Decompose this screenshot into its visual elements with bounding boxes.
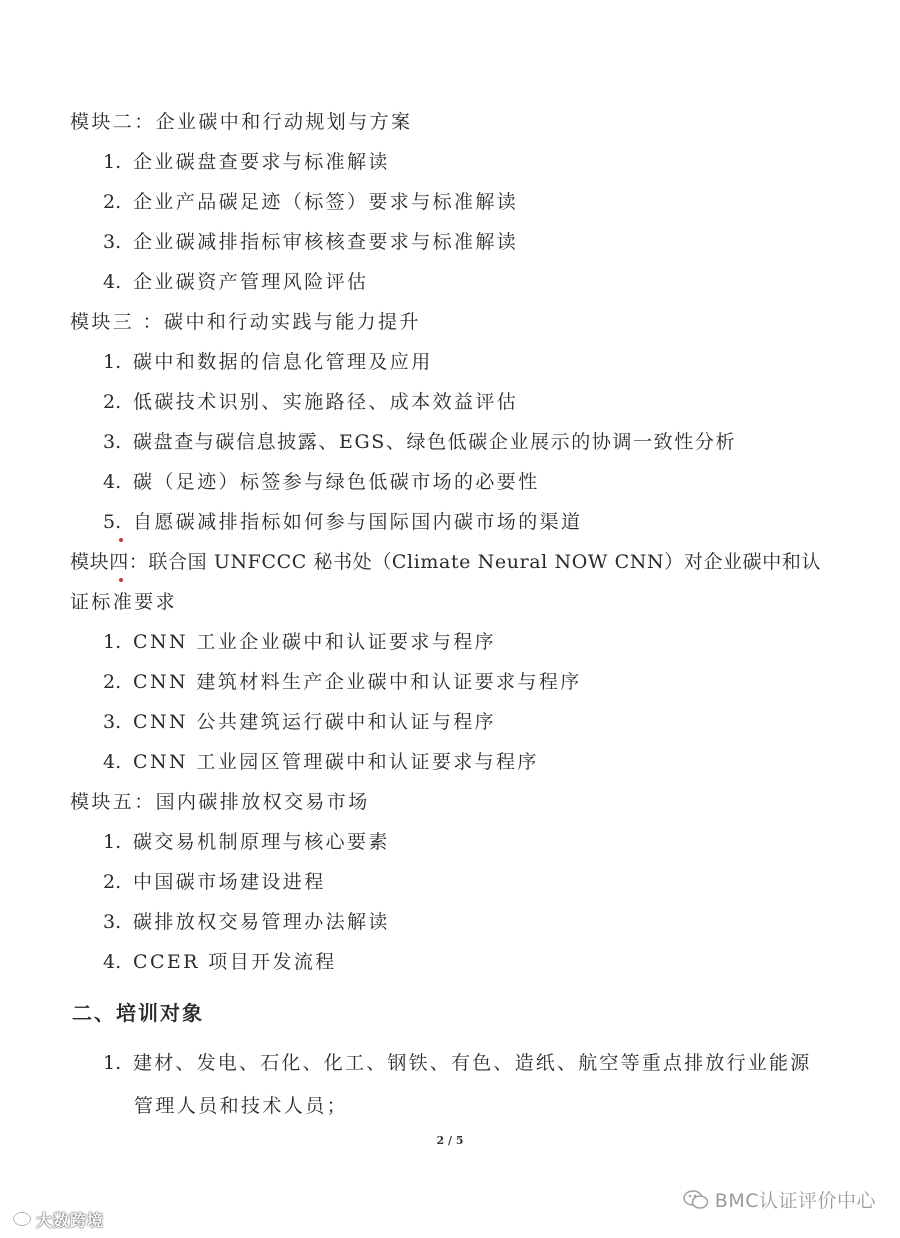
list-item [103, 629, 496, 655]
list-item [103, 869, 326, 895]
list-text: 碳（足迹）标签参与绿色低碳市场的必要性 [133, 471, 540, 493]
list-item [103, 389, 518, 415]
list-text: 中国碳市场建设进程 [133, 871, 326, 893]
watermark-text: BMC认证评价中心 [714, 1190, 876, 1212]
list-item [103, 229, 518, 255]
list-text: 碳中和数据的信息化管理及应用 [133, 351, 433, 373]
list-item [103, 749, 539, 775]
list-text: 碳排放权交易管理办法解读 [133, 911, 390, 933]
list-text: CNN 公共建筑运行碳中和认证与程序 [133, 711, 497, 733]
list-text: 建材、发电、石化、化工、钢铁、有色、造纸、航空等重点排放行业能源 [133, 1052, 812, 1074]
list-item-continued: 管理人员和技术人员； [134, 1095, 349, 1117]
wechat-watermark [683, 1186, 876, 1213]
list-number: 2. [103, 671, 122, 693]
module-3-heading: 模块三 ：碳中和行动实践与能力提升 [70, 311, 421, 333]
list-number: 2. [103, 391, 122, 413]
list-text: 低碳技术识别、实施路径、成本效益评估 [133, 391, 519, 413]
list-item [103, 909, 390, 935]
list-number: 4. [103, 271, 122, 293]
list-item [103, 829, 390, 855]
list-text: 企业碳盘查要求与标准解读 [133, 151, 390, 173]
list-number: 4. [103, 751, 122, 773]
list-number: 1. [103, 631, 122, 653]
list-text: 企业碳减排指标审核核查要求与标准解读 [133, 231, 519, 253]
list-item [103, 669, 582, 695]
list-number: 5. [103, 511, 122, 533]
list-number: 1. [103, 1052, 122, 1074]
list-text: CCER 项目开发流程 [133, 951, 337, 973]
wechat-icon [683, 1190, 709, 1210]
list-item [103, 149, 390, 175]
list-number: 4. [103, 471, 122, 493]
list-text: 企业碳资产管理风险评估 [133, 271, 369, 293]
list-number: 3. [103, 231, 122, 253]
list-number: 3. [103, 431, 122, 453]
list-number: 4. [103, 951, 122, 973]
module-5-heading: 模块五：国内碳排放权交易市场 [70, 791, 370, 813]
ink-mark [119, 578, 123, 582]
list-item [103, 1050, 811, 1076]
list-item [103, 949, 337, 975]
list-text: 碳交易机制原理与核心要素 [133, 831, 390, 853]
page-number: 2 / 5 [436, 1134, 464, 1147]
watermark-text: 大数跨境 [36, 1211, 105, 1230]
list-number: 2. [103, 191, 122, 213]
list-item [103, 429, 736, 455]
module-4-heading-continued: 证标准要求 [70, 591, 178, 613]
list-text: CNN 工业企业碳中和认证要求与程序 [133, 631, 497, 653]
list-number: 3. [103, 711, 122, 733]
list-item [103, 509, 582, 535]
ink-mark [119, 538, 123, 542]
module-4-heading: 模块四：联合国 UNFCCC 秘书处（Climate Neural NOW CNN）对企业碳中和认 [70, 551, 822, 573]
list-number: 1. [103, 151, 122, 173]
speech-bubble-icon [12, 1211, 32, 1229]
list-number: 2. [103, 871, 122, 893]
platform-watermark [12, 1208, 104, 1231]
list-number: 1. [103, 351, 122, 373]
list-number: 3. [103, 911, 122, 933]
list-item [103, 269, 368, 295]
list-item [103, 469, 540, 495]
list-text: CNN 建筑材料生产企业碳中和认证要求与程序 [133, 671, 582, 693]
list-text: 企业产品碳足迹（标签）要求与标准解读 [133, 191, 519, 213]
list-item [103, 349, 433, 375]
list-number: 1. [103, 831, 122, 853]
list-text: 自愿碳减排指标如何参与国际国内碳市场的渠道 [133, 511, 583, 533]
list-text: 碳盘查与碳信息披露、EGS、绿色低碳企业展示的协调一致性分析 [133, 431, 737, 453]
list-item [103, 189, 518, 215]
list-item [103, 709, 496, 735]
section-title: 二、培训对象 [72, 1001, 204, 1025]
list-text: CNN 工业园区管理碳中和认证要求与程序 [133, 751, 539, 773]
module-2-heading: 模块二：企业碳中和行动规划与方案 [70, 111, 413, 133]
